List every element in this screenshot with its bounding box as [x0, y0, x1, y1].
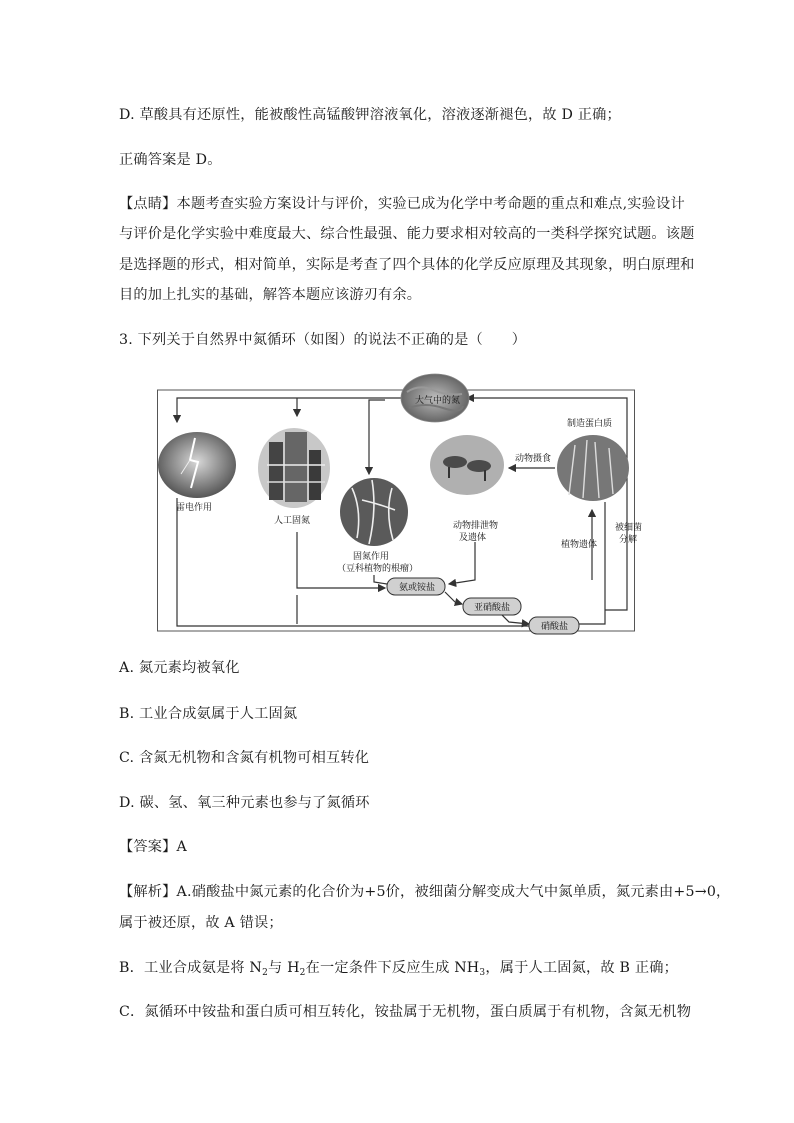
answer-line: 【答案】A: [119, 839, 187, 855]
lightning-label: 雷电作用: [176, 503, 213, 513]
bacteria-label: 被细菌: [615, 523, 643, 533]
analysis-line-1: 【解析】A.硝酸盐中氮元素的化合价为+5价，被细菌分解变成大气中氮单质，氮元素由+5→0，: [119, 884, 731, 900]
analysis-b-part4: ，属于人工固氮，故 B 正确；: [485, 960, 679, 976]
fixation-label: 固氮作用: [353, 552, 390, 562]
comment-line-1: 【点睛】本题考查实验方案设计与评价，实验已成为化学中考命题的重点和难点,实验设计: [119, 196, 685, 212]
option-a: A. 氮元素均被氧化: [119, 660, 240, 676]
option-d-explanation: D. 草酸具有还原性，能被酸性高锰酸钾溶液氧化，溶液逐渐褪色，故 D 正确；: [119, 107, 621, 123]
animal-intake-label: 动物摄食: [515, 454, 552, 464]
plant-remains-label: 植物遗体: [561, 540, 598, 550]
h2-subscript: 2: [299, 968, 306, 978]
forest-image: [557, 435, 629, 501]
nitrite-label: 亚硝酸盐: [474, 603, 511, 613]
animals-image: [430, 435, 504, 495]
atmosphere-label: 大气中的氮: [415, 396, 461, 406]
ammonium-box: [387, 578, 445, 595]
option-c: C. 含氮无机物和含氮有机物可相互转化: [119, 750, 370, 766]
question-stem: 3. 下列关于自然界中氮循环（如图）的说法不正确的是（ ）: [119, 332, 527, 348]
nitrite-box: [463, 598, 521, 615]
animal-excreta-label: 动物排泄物: [453, 521, 499, 531]
analysis-line-2: 属于被还原，故 A 错误；: [119, 915, 283, 931]
comment-line-3: 是选择题的形式，相对简单，实际是考查了四个具体的化学反应原理及其现象，明白原理和: [119, 257, 695, 273]
make-protein-label: 制造蛋白质: [567, 419, 613, 429]
comment-line-2: 与评价是化学实验中难度最大、综合性最强、能力要求相对较高的一类科学探究试题。该题: [119, 226, 695, 242]
ammonium-label: 氨或铵盐: [399, 583, 436, 593]
analysis-b-part1: B．工业合成氨是将 N: [119, 960, 263, 976]
nitrogen-cycle-figure: [157, 370, 643, 632]
correct-answer-line: 正确答案是 D。: [119, 152, 222, 168]
option-b: B. 工业合成氨属于人工固氮: [119, 706, 298, 722]
factory-image: [258, 428, 330, 508]
comment-line-4: 目的加上扎实的基础，解答本题应该游刃有余。: [119, 287, 422, 303]
nitrate-label: 硝酸盐: [541, 622, 569, 632]
n2-subscript: 2: [262, 968, 268, 978]
decompose-label: 分解: [619, 535, 638, 545]
nodule-label: （豆科植物的根瘤）: [337, 564, 419, 574]
lightning-image: [158, 432, 236, 498]
nitrate-box: [529, 617, 579, 634]
analysis-c-line: C．氮循环中铵盐和蛋白质可相互转化，铵盐属于无机物，蛋白质属于有机物，含氮无机物: [119, 1004, 692, 1020]
artificial-fixation-label: 人工固氮: [274, 516, 311, 526]
analysis-b-line: [119, 957, 678, 978]
nh3-subscript: 3: [479, 968, 486, 978]
root-nodule-image: [340, 478, 408, 546]
analysis-b-part2: 与 H: [268, 960, 300, 976]
option-d: D. 碳、氢、氧三种元素也参与了氮循环: [119, 795, 370, 811]
animal-remains-label: 及遗体: [459, 533, 487, 543]
analysis-b-part3: 在一定条件下反应生成 NH: [305, 960, 480, 976]
